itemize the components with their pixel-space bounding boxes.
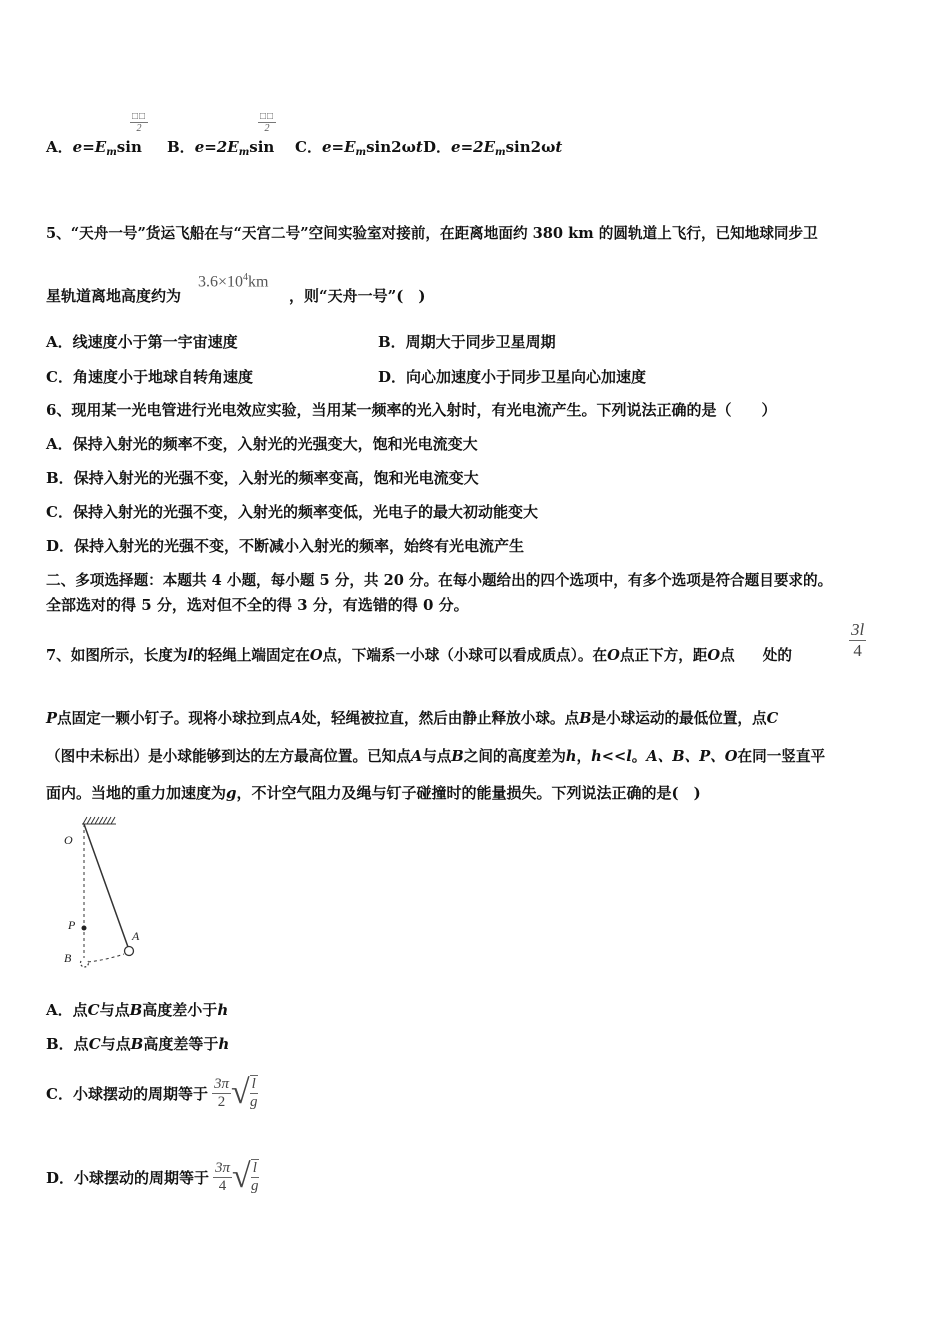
q4-option-d: D．$e=2E_m\sin 2\omega t$ — [423, 138, 563, 158]
label-p: P — [68, 918, 76, 932]
nail-p — [82, 926, 87, 931]
q6-stem: 6、现用某一光电管进行光电效应实验，当用某一频率的光入射时，有光电流产生。下列说法正确的是（ ） — [46, 401, 777, 419]
q7-d-sqrt: √ $\frac{l}{g}$ — [232, 1158, 259, 1195]
q7-stem-line4: 面内。当地的重力加速度为g，不计空气阻力及绳与钉子碰撞时的能量损失。下列说法正确的是( ) — [46, 784, 701, 802]
q7-stem-line1: 7、如图所示，长度为l的轻绳上端固定在O点，下端系一小球（小球可以看成质点）。在O点正下方，距O点 处的 — [46, 647, 792, 664]
q5-option-b: B．周期大于同步卫星周期 — [378, 333, 556, 351]
q6-option-a: A．保持入射光的频率不变，入射光的光强变大，饱和光电流变大 — [46, 435, 478, 453]
section2-line2: 全部选对的得 5 分，选对但不全的得 3 分，有选错的得 0 分。 — [46, 596, 469, 614]
q4-a-fraction: □□ 2 — [132, 111, 147, 134]
q7-c-sqrt: √ $\frac{l}{g}$ — [230, 1074, 258, 1111]
q5-height-value: $3.6\times 10^4km$ — [198, 272, 269, 291]
q7-fraction-3l-4: $\frac{3l}{4}$ — [851, 620, 865, 660]
pendulum-figure — [46, 812, 156, 972]
q5-option-c: C．角速度小于地球自转角速度 — [46, 368, 253, 386]
section2-line1: 二、多项选择题：本题共 4 小题，每小题 5 分，共 20 分。在每小题给出的四个选项中，有多个选项是符合题目要求的。 — [46, 572, 833, 589]
q4-option-b: B．$e=2E_m\sin$ — [167, 138, 275, 158]
q6-option-c: C．保持入射光的光强不变，入射光的频率变低，光电子的最大初动能变大 — [46, 503, 538, 521]
ball-a — [125, 947, 134, 956]
q7-option-b: B．点C与点B高度差等于h — [46, 1035, 230, 1053]
q7-stem-line3: （图中未标出）是小球能够到达的左方最高位置。已知点A与点B之间的高度差为h，h<<l。A、B、P、O在同一竖直平 — [46, 748, 826, 765]
ceiling-hatch — [82, 817, 116, 824]
q5-option-d: D．向心加速度小于同步卫星向心加速度 — [378, 368, 647, 386]
q4-option-a: A．$e=E_m\sin$ — [46, 138, 142, 158]
q4-option-c: C．$e=E_m\sin 2\omega t$ — [295, 138, 423, 158]
q5-stem-line1: 5、“天舟一号”货运飞船在与“天宫二号”空间实验室对接前，在距离地面约 380 km 的圆轨道上飞行，已知地球同步卫 — [46, 225, 818, 242]
q7-d-fraction: 3π 4 — [215, 1159, 231, 1194]
label-a: A — [132, 929, 140, 943]
q7-c-fraction: 3π 2 — [213, 1075, 229, 1110]
q6-option-d: D．保持入射光的光强不变，不断减小入射光的频率，始终有光电流产生 — [46, 537, 525, 555]
q6-option-b: B．保持入射光的光强不变，入射光的频率变高，饱和光电流变大 — [46, 469, 479, 487]
label-b: B — [64, 951, 72, 965]
label-o: O — [64, 833, 73, 847]
q5-stem-line2: 星轨道离地高度约为 ，则“天舟一号”( ) — [46, 287, 426, 305]
q7-option-d: D．小球摆动的周期等于 3π 4 √ $\frac{l}{g}$ — [46, 1158, 259, 1195]
q4-b-fraction: □□ 2 — [260, 111, 275, 134]
arc-path — [88, 954, 124, 962]
q7-option-c: C．小球摆动的周期等于 3π 2 √ $\frac{l}{g}$ — [46, 1074, 258, 1111]
string-to-a — [84, 824, 128, 947]
q7-stem-line2: P点固定一颗小钉子。现将小球拉到点A处，轻绳被拉直，然后由静止释放小球。点B是小球运动的最低位置，点C — [46, 710, 779, 727]
q7-option-a: A．点C与点B高度差小于h — [46, 1001, 229, 1019]
q5-option-a: A．线速度小于第一宇宙速度 — [46, 333, 238, 351]
ball-b — [81, 961, 89, 967]
